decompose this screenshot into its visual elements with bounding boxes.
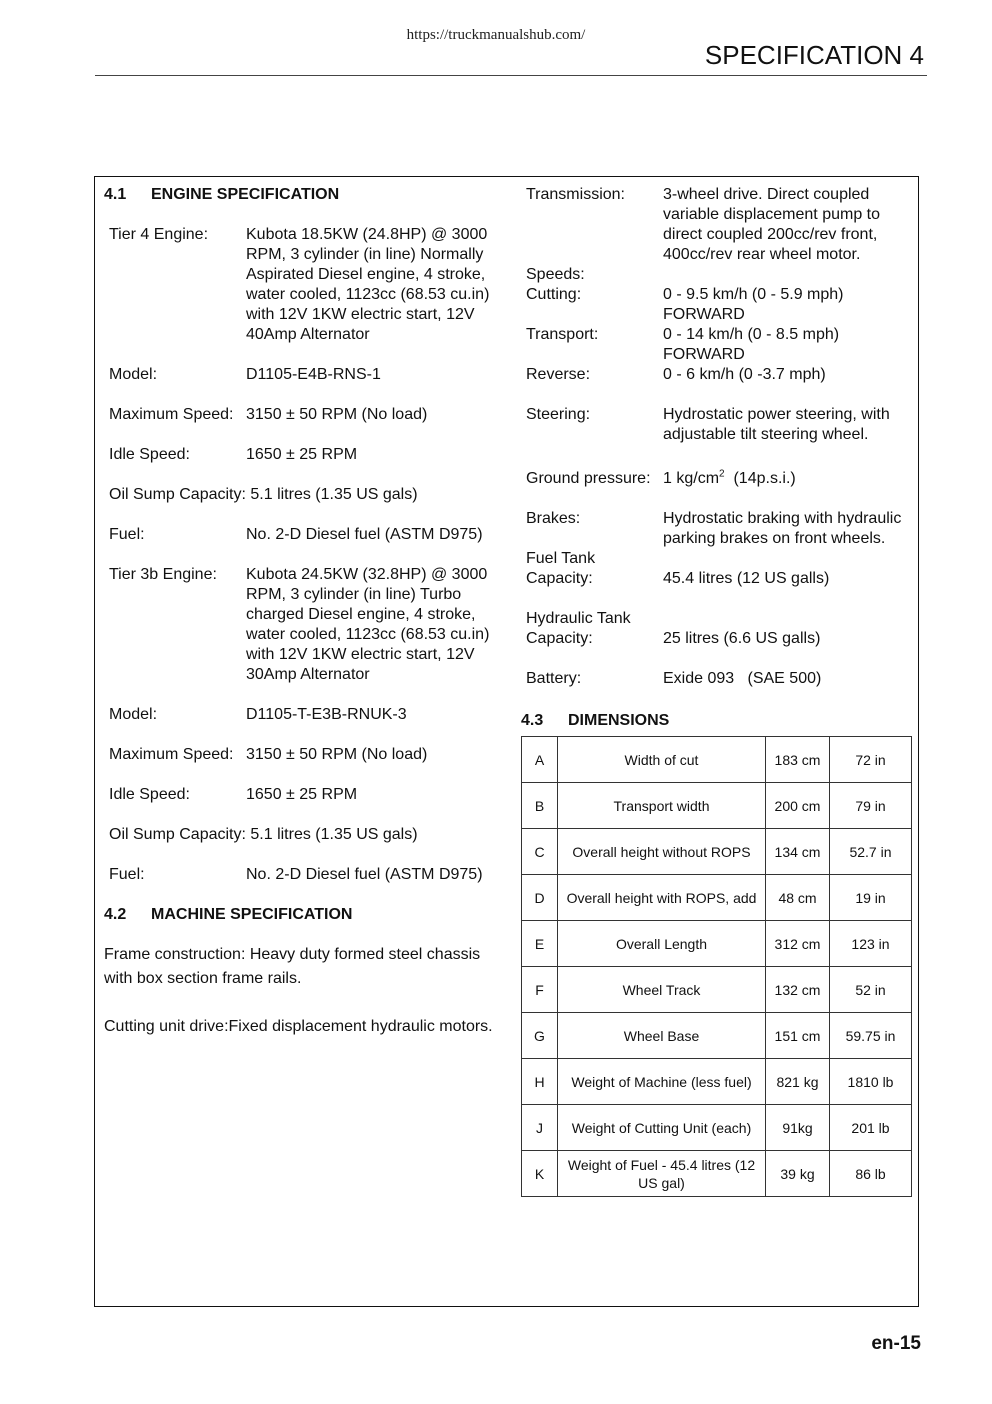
dimension-description: Weight of Fuel - 45.4 litres (12 US gal) xyxy=(558,1151,766,1197)
spec-value xyxy=(663,469,913,489)
tier4-fuel-row xyxy=(104,525,504,545)
spec-label: Ground pressure: xyxy=(526,470,651,487)
dimension-imperial: 19 in xyxy=(830,875,912,921)
tier3b-fuel-row xyxy=(104,865,504,885)
hydraulic-tank-label-line1: Hydraulic Tank xyxy=(526,610,631,627)
section-title: ENGINE SPECIFICATION xyxy=(151,186,340,203)
brakes-row xyxy=(521,509,913,549)
cutting-speed-row xyxy=(521,285,913,325)
spec-label: Battery: xyxy=(526,670,582,687)
spec-value: 3150 ± 50 RPM (No load) xyxy=(246,746,428,763)
dimension-description: Weight of Cutting Unit (each) xyxy=(558,1105,766,1151)
tier3b-max-speed-row xyxy=(104,745,504,765)
dimension-metric: 312 cm xyxy=(766,921,830,967)
spec-label: Maximum Speed: xyxy=(109,746,234,763)
spec-value: D1105-E4B-RNS-1 xyxy=(246,366,381,383)
table-row xyxy=(522,1105,912,1151)
spec-value xyxy=(663,609,913,649)
dimension-description: Weight of Machine (less fuel) xyxy=(558,1059,766,1105)
table-row xyxy=(522,737,912,783)
content-frame xyxy=(94,176,919,1307)
spec-label: Maximum Speed: xyxy=(109,406,234,423)
tier4-oil-sump: Oil Sump Capacity: 5.1 litres (1.35 US gals) xyxy=(109,486,418,503)
dimension-key: K xyxy=(522,1151,558,1197)
transport-speed-direction: FORWARD xyxy=(663,346,745,363)
spec-label: Model: xyxy=(109,366,158,383)
cutting-unit-drive-text: Cutting unit drive:Fixed displacement hydraulic motors. xyxy=(104,1018,493,1035)
spec-label: Tier 4 Engine: xyxy=(109,226,209,243)
spec-label: Cutting: xyxy=(526,286,582,303)
section-number: 4.1 xyxy=(104,186,127,203)
battery-row xyxy=(521,669,913,689)
spec-value: Hydrostatic power steering, with adjustable tilt steering wheel. xyxy=(663,406,890,443)
dimension-key: G xyxy=(522,1013,558,1059)
table-row xyxy=(522,1151,912,1197)
table-row xyxy=(522,921,912,967)
tier4-idle-speed-row xyxy=(104,445,504,465)
dimension-description: Overall height without ROPS xyxy=(558,829,766,875)
ground-pressure-row xyxy=(521,469,913,489)
frame-construction-text: Frame construction: Heavy duty formed steel chassis with box section frame rails. xyxy=(104,946,481,987)
dimension-description: Wheel Track xyxy=(558,967,766,1013)
spec-value xyxy=(663,549,913,589)
spec-value: 0 - 6 km/h (0 -3.7 mph) xyxy=(663,366,826,383)
spec-value: 3-wheel drive. Direct coupled variable displacement pump to direct coupled 200cc/rev front, 400cc/rev rear wheel motor. xyxy=(663,186,881,263)
right-column xyxy=(521,185,913,731)
dimension-imperial: 201 lb xyxy=(830,1105,912,1151)
tier3b-idle-speed-row xyxy=(104,785,504,805)
ground-pressure-value: 1 kg/cm xyxy=(663,470,720,487)
spec-value: No. 2-D Diesel fuel (ASTM D975) xyxy=(246,866,483,883)
fuel-tank-value: 45.4 litres (12 US galls) xyxy=(663,570,830,587)
dimension-metric: 132 cm xyxy=(766,967,830,1013)
speeds-row xyxy=(521,265,913,285)
tier4-max-speed-row xyxy=(104,405,504,425)
dimension-description: Overall Length xyxy=(558,921,766,967)
dimension-metric: 48 cm xyxy=(766,875,830,921)
spec-value: 1650 ± 25 RPM xyxy=(246,446,358,463)
dimension-metric: 39 kg xyxy=(766,1151,830,1197)
page-title: SPECIFICATION 4 xyxy=(704,40,924,70)
fuel-tank-label-line2: Capacity: xyxy=(526,570,593,587)
spec-value: Kubota 18.5KW (24.8HP) @ 3000 RPM, 3 cylinder (in line) Normally Aspirated Diesel engine, 4 stroke, water cooled, 1123cc (68.53 cu.in) with 12V 1KW electric start, 12V 40Amp Alternator xyxy=(246,226,490,343)
reverse-speed-row xyxy=(521,365,913,385)
section-number: 4.2 xyxy=(104,906,127,923)
tier4-engine-row xyxy=(104,225,504,345)
cutting-speed-value: 0 - 9.5 km/h (0 - 5.9 mph) xyxy=(663,286,844,303)
header-divider xyxy=(95,75,927,76)
table-row xyxy=(522,967,912,1013)
section-engine-heading xyxy=(104,185,504,205)
spec-value: 1650 ± 25 RPM xyxy=(246,786,358,803)
dimension-imperial: 72 in xyxy=(830,737,912,783)
tier3b-engine-row xyxy=(104,565,504,685)
spec-label: Transport: xyxy=(526,326,599,343)
hydraulic-tank-value: 25 litres (6.6 US galls) xyxy=(663,630,821,647)
spec-value: No. 2-D Diesel fuel (ASTM D975) xyxy=(246,526,483,543)
table-row xyxy=(522,783,912,829)
tier4-model-row xyxy=(104,365,504,385)
dimension-imperial: 52 in xyxy=(830,967,912,1013)
dimension-metric: 151 cm xyxy=(766,1013,830,1059)
superscript: 2 xyxy=(719,468,725,480)
dimension-metric: 134 cm xyxy=(766,829,830,875)
dimension-key: C xyxy=(522,829,558,875)
tier3b-model-row xyxy=(104,705,504,725)
spec-value: Kubota 24.5KW (32.8HP) @ 3000 RPM, 3 cylinder (in line) Turbo charged Diesel engine, 4 stroke, water cooled, 1123cc (68.53 cu.in) with 12V 1KW electric start, 12V 30Amp Alternator xyxy=(246,566,490,683)
dimension-metric: 91kg xyxy=(766,1105,830,1151)
dimension-imperial: 79 in xyxy=(830,783,912,829)
spec-label: Reverse: xyxy=(526,366,591,383)
table-row xyxy=(522,1059,912,1105)
dimension-description: Overall height with ROPS, add xyxy=(558,875,766,921)
spec-value: Hydrostatic braking with hydraulic parking brakes on front wheels. xyxy=(663,510,902,547)
dimension-imperial: 52.7 in xyxy=(830,829,912,875)
transmission-row xyxy=(521,185,913,265)
dimension-key: E xyxy=(522,921,558,967)
dimension-key: D xyxy=(522,875,558,921)
dimension-key: A xyxy=(522,737,558,783)
page-number: en-15 xyxy=(871,1333,921,1354)
spec-label: Model: xyxy=(109,706,158,723)
section-title: MACHINE SPECIFICATION xyxy=(151,906,353,923)
spec-label: Transmission: xyxy=(526,186,625,203)
spec-label: Fuel: xyxy=(109,866,145,883)
source-url: https://truckmanualshub.com/ xyxy=(406,27,586,43)
dimension-metric: 200 cm xyxy=(766,783,830,829)
section-dimensions-heading xyxy=(521,711,913,731)
steering-row xyxy=(521,405,913,445)
ground-pressure-psi: (14p.s.i.) xyxy=(724,470,796,487)
spec-label: Tier 3b Engine: xyxy=(109,566,217,583)
cutting-speed-direction: FORWARD xyxy=(663,306,745,323)
spec-label: Steering: xyxy=(526,406,591,423)
dimension-key: H xyxy=(522,1059,558,1105)
transport-speed-value: 0 - 14 km/h (0 - 8.5 mph) xyxy=(663,326,840,343)
dimension-key: B xyxy=(522,783,558,829)
table-row xyxy=(522,1013,912,1059)
spec-label: Idle Speed: xyxy=(109,786,190,803)
tier3b-oil-sump: Oil Sump Capacity: 5.1 litres (1.35 US gals) xyxy=(109,826,418,843)
dimension-imperial: 59.75 in xyxy=(830,1013,912,1059)
spec-label: Idle Speed: xyxy=(109,446,190,463)
dimension-key: J xyxy=(522,1105,558,1151)
dimension-description: Transport width xyxy=(558,783,766,829)
spec-value xyxy=(663,265,913,285)
spec-value: 3150 ± 50 RPM (No load) xyxy=(246,406,428,423)
left-column xyxy=(104,185,504,1039)
dimension-imperial: 1810 lb xyxy=(830,1059,912,1105)
table-row xyxy=(522,875,912,921)
dimension-key: F xyxy=(522,967,558,1013)
spec-label: Speeds: xyxy=(526,266,585,283)
spec-label: Fuel: xyxy=(109,526,145,543)
spec-label xyxy=(526,609,663,649)
dimension-imperial: 86 lb xyxy=(830,1151,912,1197)
spec-label xyxy=(526,549,663,589)
spec-value: D1105-T-E3B-RNUK-3 xyxy=(246,706,407,723)
spec-value: Exide 093 (SAE 500) xyxy=(663,670,822,687)
spec-value xyxy=(663,325,913,365)
section-machine-heading xyxy=(104,905,504,925)
fuel-tank-row xyxy=(521,549,913,589)
spec-label: Brakes: xyxy=(526,510,581,527)
transport-speed-row xyxy=(521,325,913,365)
spec-value xyxy=(663,285,913,325)
hydraulic-tank-label-line2: Capacity: xyxy=(526,630,593,647)
section-title: DIMENSIONS xyxy=(568,712,670,729)
dimension-description: Width of cut xyxy=(558,737,766,783)
dimension-description: Wheel Base xyxy=(558,1013,766,1059)
dimension-metric: 183 cm xyxy=(766,737,830,783)
dimension-metric: 821 kg xyxy=(766,1059,830,1105)
fuel-tank-label-line1: Fuel Tank xyxy=(526,550,596,567)
dimension-imperial: 123 in xyxy=(830,921,912,967)
dimensions-table xyxy=(521,736,912,1197)
hydraulic-tank-row xyxy=(521,609,913,649)
section-number: 4.3 xyxy=(521,712,544,729)
table-row xyxy=(522,829,912,875)
